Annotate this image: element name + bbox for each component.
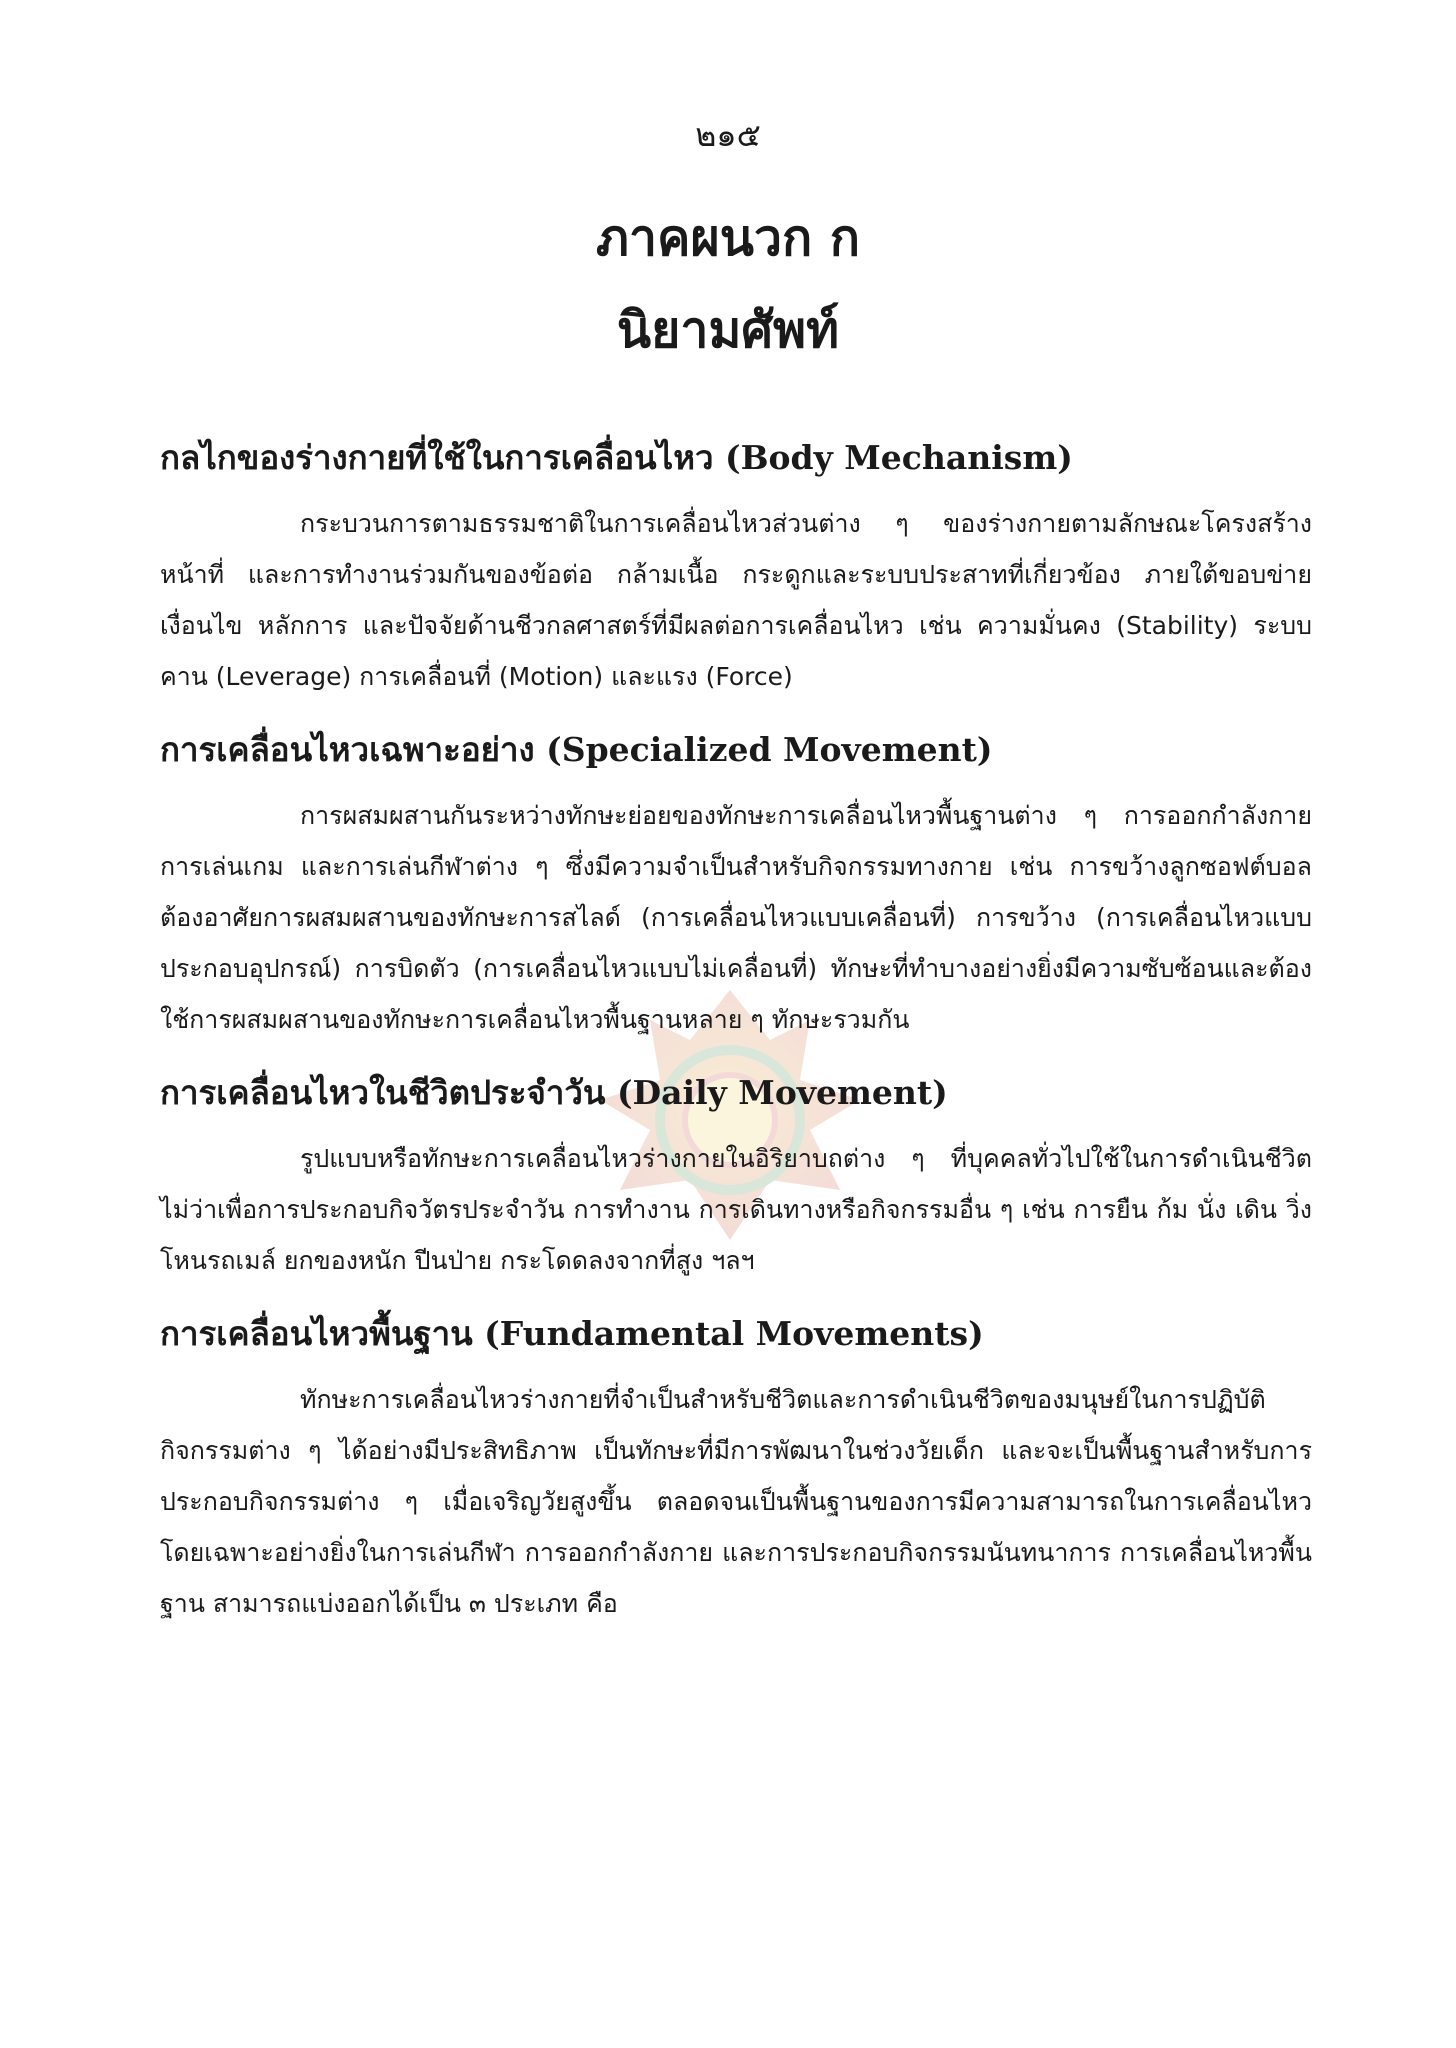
definition-text: กระบวนการตามธรรมชาติในการเคลื่อนไหวส่วนต่าง ๆ ของร่างกายตามลักษณะโครงสร้าง หน้าที่ และการทำงานร่วมกันของข้อต่อ กล้ามเนื้อ กระดูกและระบบประสาทที่เกี่ยวข้อง ภายใต้ขอบข่าย เงื่อนไข หลักการ และปัจจัยด้านชีวกลศาสตร์ที่มีผลต่อการเคลื่อนไหว เช่น ความมั่นคง (Stability) ระบบคาน (Leverage) การเคลื่อนที่ (Motion) และแรง (Force) [160, 509, 1312, 691]
definitions-list [160, 430, 1312, 1649]
definition-heading: กลไกของร่างกายที่ใช้ในการเคลื่อนไหว (Body Mechanism) [160, 438, 1073, 477]
page-title: ภาคผนวก ก [596, 208, 860, 267]
definition-body [160, 498, 1312, 702]
definition-entry [160, 722, 1312, 1045]
definition-text: รูปแบบหรือทักษะการเคลื่อนไหวร่างกายในอิริยาบถต่าง ๆ ที่บุคคลทั่วไปใช้ในการดำเนินชีวิต ไม่ว่าเพื่อการประกอบกิจวัตรประจำวัน การทำงาน การเดินทางหรือกิจกรรมอื่น ๆ เช่น การยืน ก้ม นั่ง เดิน วิ่ง โหนรถเมล์ ยกของหนัก ปีนป่าย กระโดดลงจากที่สูง ฯลฯ [160, 1144, 1312, 1275]
definition-heading: การเคลื่อนไหวในชีวิตประจำวัน (Daily Movement) [160, 1073, 948, 1112]
definition-body [160, 1133, 1312, 1286]
definition-text: ทักษะการเคลื่อนไหวร่างกายที่จำเป็นสำหรับชีวิตและการดำเนินชีวิตของมนุษย์ในการปฏิบัติกิจกรรมต่าง ๆ ได้อย่างมีประสิทธิภาพ เป็นทักษะที่มีการพัฒนาในช่วงวัยเด็ก และจะเป็นพื้นฐานสำหรับการประกอบกิจกรรมต่าง ๆ เมื่อเจริญวัยสูงขึ้น ตลอดจนเป็นพื้นฐานของการมีความสามารถในการเคลื่อนไหว โดยเฉพาะอย่างยิ่งในการเล่นกีฬา การออกกำลังกาย และการประกอบกิจกรรมนันทนาการ การเคลื่อนไหวพื้นฐาน สามารถแบ่งออกได้เป็น ๓ ประเภท คือ [160, 1385, 1312, 1618]
definition-body [160, 790, 1312, 1045]
definition-entry [160, 1065, 1312, 1286]
definition-text: การผสมผสานกันระหว่างทักษะย่อยของทักษะการเคลื่อนไหวพื้นฐานต่าง ๆ การออกกำลังกาย การเล่นเกม และการเล่นกีฬาต่าง ๆ ซึ่งมีความจำเป็นสำหรับกิจกรรมทางกาย เช่น การขว้างลูกซอฟต์บอล ต้องอาศัยการผสมผสานของทักษะการสไลด์ (การเคลื่อนไหวแบบเคลื่อนที่) การขว้าง (การเคลื่อนไหวแบบประกอบอุปกรณ์) การบิดตัว (การเคลื่อนไหวแบบไม่เคลื่อนที่) ทักษะที่ทำบางอย่างยิ่งมีความซับซ้อนและต้องใช้การผสมผสานของทักษะการเคลื่อนไหวพื้นฐานหลาย ๆ ทักษะรวมกัน [160, 801, 1312, 1034]
definition-heading: การเคลื่อนไหวพื้นฐาน (Fundamental Movements) [160, 1314, 984, 1353]
page-number: ๒๑๕ [695, 116, 761, 154]
definition-entry [160, 430, 1312, 702]
definition-body [160, 1374, 1312, 1629]
definition-entry [160, 1306, 1312, 1629]
definition-heading: การเคลื่อนไหวเฉพาะอย่าง (Specialized Movement) [160, 730, 993, 769]
page-subtitle: นิยามศัพท์ [616, 300, 840, 359]
